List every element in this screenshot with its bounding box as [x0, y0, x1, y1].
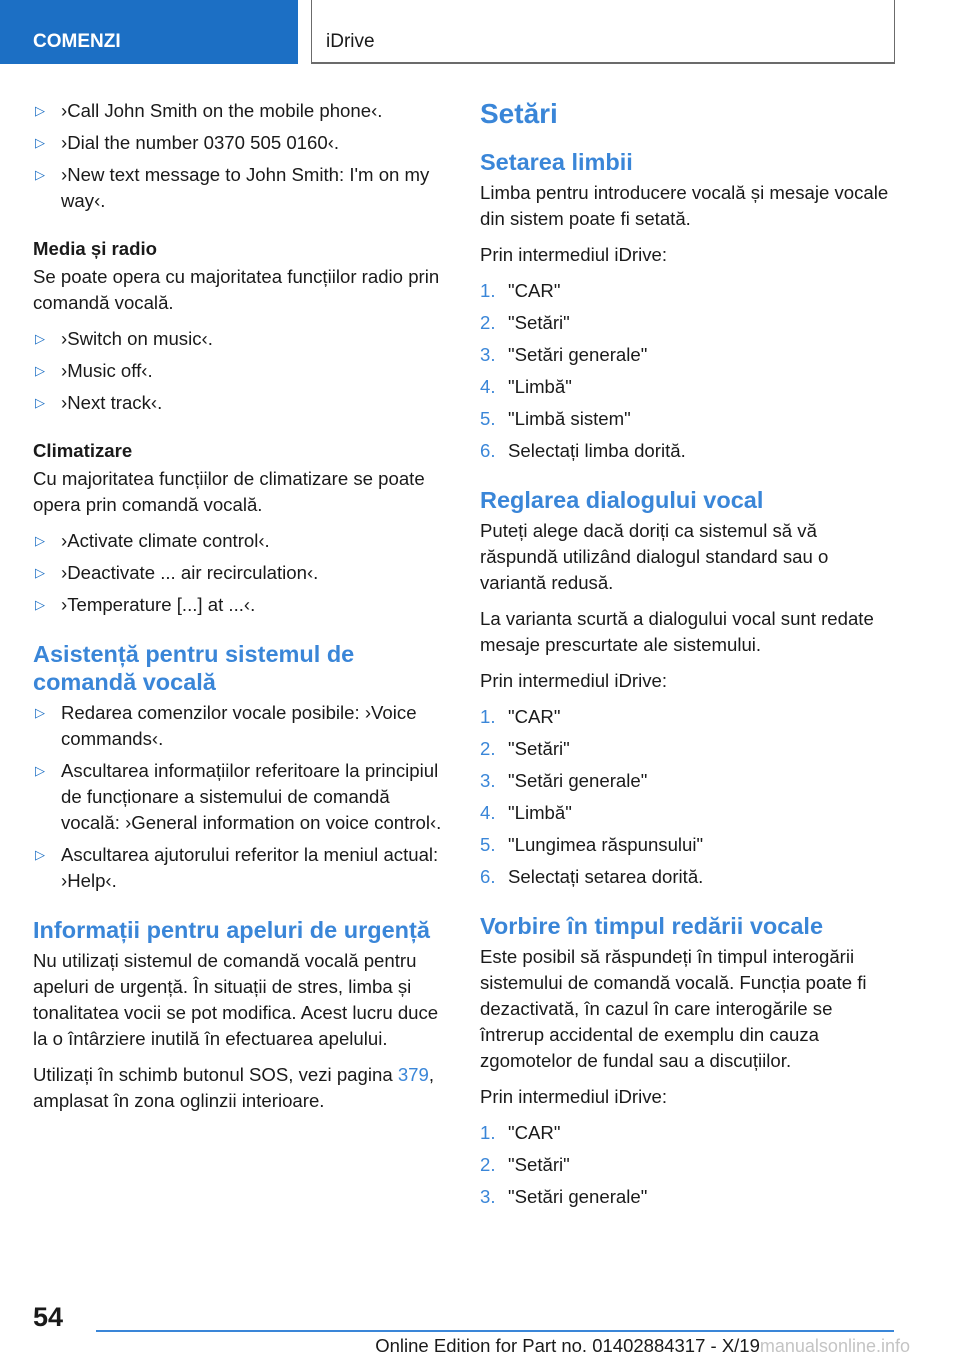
header-chapter-label: iDrive — [326, 31, 375, 52]
step-item: 5. "Limbă sistem" — [480, 408, 631, 429]
language-steps — [480, 278, 892, 464]
list-item: ▷ ›Music off‹. — [33, 358, 453, 384]
list-item: ▷ ›Temperature [...] at ...‹. — [33, 592, 453, 618]
dialog-intro: Prin intermediul iDrive: — [480, 670, 668, 691]
list-item: ▷ ›Deactivate ... air recirculation‹. — [33, 560, 453, 586]
triangle-bullet-icon: ▷ — [35, 763, 45, 778]
step-item: 5. "Lungimea răspunsului" — [480, 834, 704, 855]
triangle-bullet-icon: ▷ — [35, 331, 45, 346]
triangle-bullet-icon: ▷ — [35, 597, 45, 612]
step-item: 1. "CAR" — [480, 706, 561, 727]
media-text: Se poate opera cu majoritatea funcțiilor radio prin comandă vocală. — [33, 266, 440, 313]
dialog-text-1: Puteți alege dacă doriți ca sistemul să vă răspundă utilizând dialogul standard sau o variantă redusă. — [480, 520, 829, 593]
dialog-steps — [480, 704, 892, 890]
step-item: 2. "Setări" — [480, 1154, 570, 1175]
triangle-bullet-icon: ▷ — [35, 847, 45, 862]
dialog-text-2: La varianta scurtă a dialogului vocal sunt redate mesaje prescurtate ale sistemului. — [480, 608, 874, 655]
header-section-tab — [0, 0, 298, 64]
footer-divider — [96, 1330, 894, 1332]
barge-in-text: Este posibil să răspundeți în timpul interogării sistemului de comandă vocală. Funcția poate fi dezactivată, în cazul în care interogările se întrerup accidental de exemplu din cauza zgomotelor de fundal sau a discuțiilor. — [480, 946, 867, 1071]
triangle-bullet-icon: ▷ — [35, 565, 45, 580]
climate-heading: Climatizare — [33, 440, 133, 461]
barge-in-steps — [480, 1120, 892, 1210]
barge-in-heading: Vorbire în timpul redării vocale — [480, 913, 824, 939]
list-item: ▷ ›Call John Smith on the mobile phone‹. — [33, 98, 453, 124]
list-item: ▷ Redarea comenzilor vocale posibile: ›Voice commands‹. — [35, 702, 417, 749]
list-item: ▷ ›Next track‹. — [33, 390, 453, 416]
step-item: 2. "Setări" — [480, 312, 570, 333]
emergency-heading: Informații pentru apeluri de urgență — [33, 917, 430, 943]
footer-watermark: manualsonline.info — [759, 1336, 910, 1356]
triangle-bullet-icon: ▷ — [35, 135, 45, 150]
list-item: ▷ ›Dial the number 0370 505 0160‹. — [33, 130, 453, 156]
step-item: 1. "CAR" — [480, 280, 561, 301]
footer-edition-text: Online Edition for Part no. 01402884317 - X/19 — [375, 1335, 760, 1356]
step-item: 2. "Setări" — [480, 738, 570, 759]
list-item: ▷ ›Switch on music‹. — [33, 326, 453, 352]
step-item: 4. "Limbă" — [480, 802, 572, 823]
right-column — [480, 98, 892, 1216]
triangle-bullet-icon: ▷ — [35, 705, 45, 720]
settings-title: Setări — [480, 98, 558, 129]
language-heading: Setarea limbii — [480, 149, 633, 175]
left-column — [33, 98, 453, 1124]
header-chapter-tab — [311, 0, 895, 64]
step-item: 1. "CAR" — [480, 1122, 561, 1143]
media-heading: Media și radio — [33, 238, 157, 259]
triangle-bullet-icon: ▷ — [35, 533, 45, 548]
step-item: 4. "Limbă" — [480, 376, 572, 397]
page-number: 54 — [33, 1302, 64, 1332]
list-item: ▷ Ascultarea informațiilor referitoare la principiul de funcționare a sistemului de comandă vocală: ›General information on voice control‹. — [35, 760, 442, 833]
list-item: ▷ Ascultarea ajutorului referitor la meniul actual: ›Help‹. — [35, 844, 439, 891]
emergency-sos-text: Utilizați în schimb butonul SOS, vezi pagina 379, amplasat în zona oglinzii interioare. — [33, 1064, 435, 1111]
list-item: ▷ ›New text message to John Smith: I'm on my way‹. — [35, 164, 430, 211]
language-text: Limba pentru introducere vocală și mesaje vocale din sistem poate fi setată. — [480, 182, 889, 229]
barge-in-intro: Prin intermediul iDrive: — [480, 1086, 668, 1107]
step-item: 3. "Setări generale" — [480, 770, 648, 791]
step-item: 6. Selectați setarea dorită. — [480, 866, 704, 887]
triangle-bullet-icon: ▷ — [35, 395, 45, 410]
triangle-bullet-icon: ▷ — [35, 363, 45, 378]
triangle-bullet-icon: ▷ — [35, 167, 45, 182]
step-item: 3. "Setări generale" — [480, 1186, 648, 1207]
footer-edition — [375, 1334, 910, 1358]
list-item: ▷ ›Activate climate control‹. — [33, 528, 453, 554]
emergency-text: Nu utilizați sistemul de comandă vocală pentru apeluri de urgență. În situații de stres, limba și tonalitatea vocii se pot modifica. Acest lucru duce la o întârziere inutilă în efectuarea apelului. — [33, 950, 439, 1049]
header-section-label: COMENZI — [33, 31, 121, 52]
triangle-bullet-icon: ▷ — [35, 103, 45, 118]
step-item: 6. Selectați limba dorită. — [480, 440, 686, 461]
dialog-heading: Reglarea dialogului vocal — [480, 487, 764, 513]
language-intro: Prin intermediul iDrive: — [480, 244, 668, 265]
page-reference-link[interactable]: 379 — [397, 1064, 429, 1085]
assist-heading: Asistență pentru sistemul de comandă vocală — [33, 641, 355, 695]
step-item: 3. "Setări generale" — [480, 344, 648, 365]
climate-text: Cu majoritatea funcțiilor de climatizare se poate opera prin comandă vocală. — [33, 468, 425, 515]
